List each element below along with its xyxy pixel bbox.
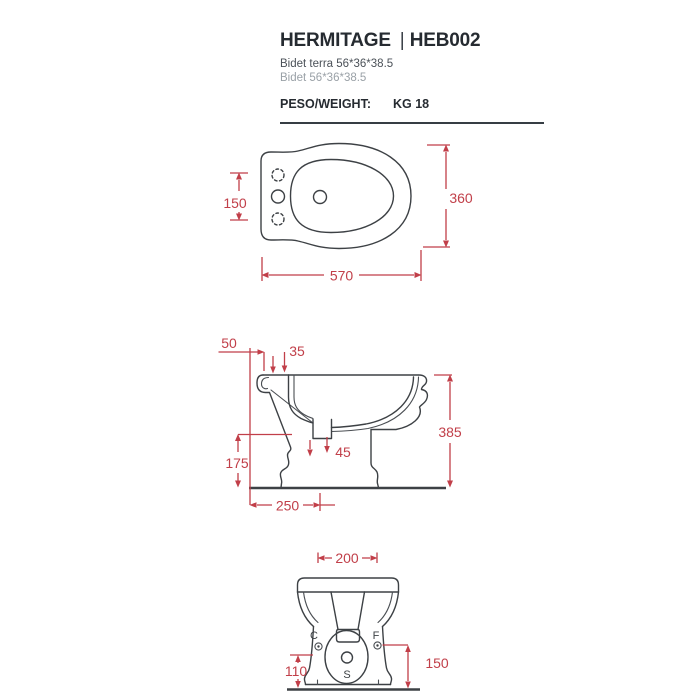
bidet-top-outline [261, 144, 411, 249]
dimension-50 [219, 335, 265, 505]
dim-label-110: 110 [284, 663, 308, 679]
side-view [219, 335, 462, 514]
dim-label-570: 570 [329, 267, 354, 284]
title-separator: | [399, 30, 405, 51]
dim-label-150-top: 150 [223, 195, 247, 211]
front-view [285, 550, 449, 690]
dim-label-50: 50 [221, 335, 237, 351]
description-english: Bidet 56*36*38.5 [280, 72, 367, 84]
dimension-35 [270, 343, 305, 374]
dimension-150-front [383, 645, 449, 689]
dimension-570 [262, 250, 422, 284]
dim-label-45: 45 [335, 444, 351, 460]
weight-label: PESO/WEIGHT: [280, 97, 371, 111]
dim-label-250: 250 [275, 497, 300, 514]
dimension-360 [423, 145, 473, 248]
description-italian: Bidet terra 56*36*38.5 [280, 58, 394, 70]
dim-label-360: 360 [449, 190, 473, 206]
dimension-250 [250, 493, 336, 514]
hot-water-label: F [372, 630, 380, 642]
dimension-200 [318, 550, 378, 566]
bidet-side-outline [257, 375, 427, 488]
dim-label-150-front: 150 [425, 655, 449, 671]
tap-hole-upper [272, 169, 284, 181]
dim-label-175: 175 [225, 455, 249, 471]
dim-label-200: 200 [335, 550, 359, 566]
model-code: HEB002 [409, 30, 481, 51]
dim-label-35: 35 [289, 343, 305, 359]
drain-hole-front [342, 652, 353, 663]
dimension-150 [223, 173, 248, 221]
dim-label-385: 385 [438, 424, 462, 440]
brand-name: HERMITAGE [280, 30, 391, 51]
hot-water-hole-dot [376, 644, 378, 646]
dimension-385 [434, 375, 462, 488]
top-view [223, 144, 473, 284]
dimension-45 [307, 437, 351, 460]
tap-hole-lower [272, 213, 284, 225]
weight-value: KG 18 [392, 97, 430, 111]
drain-label: S [343, 669, 351, 681]
cold-water-hole-dot [317, 645, 319, 647]
drain-hole-top [314, 191, 327, 204]
tap-hole-center [272, 190, 285, 203]
cold-water-label: C [310, 630, 318, 642]
